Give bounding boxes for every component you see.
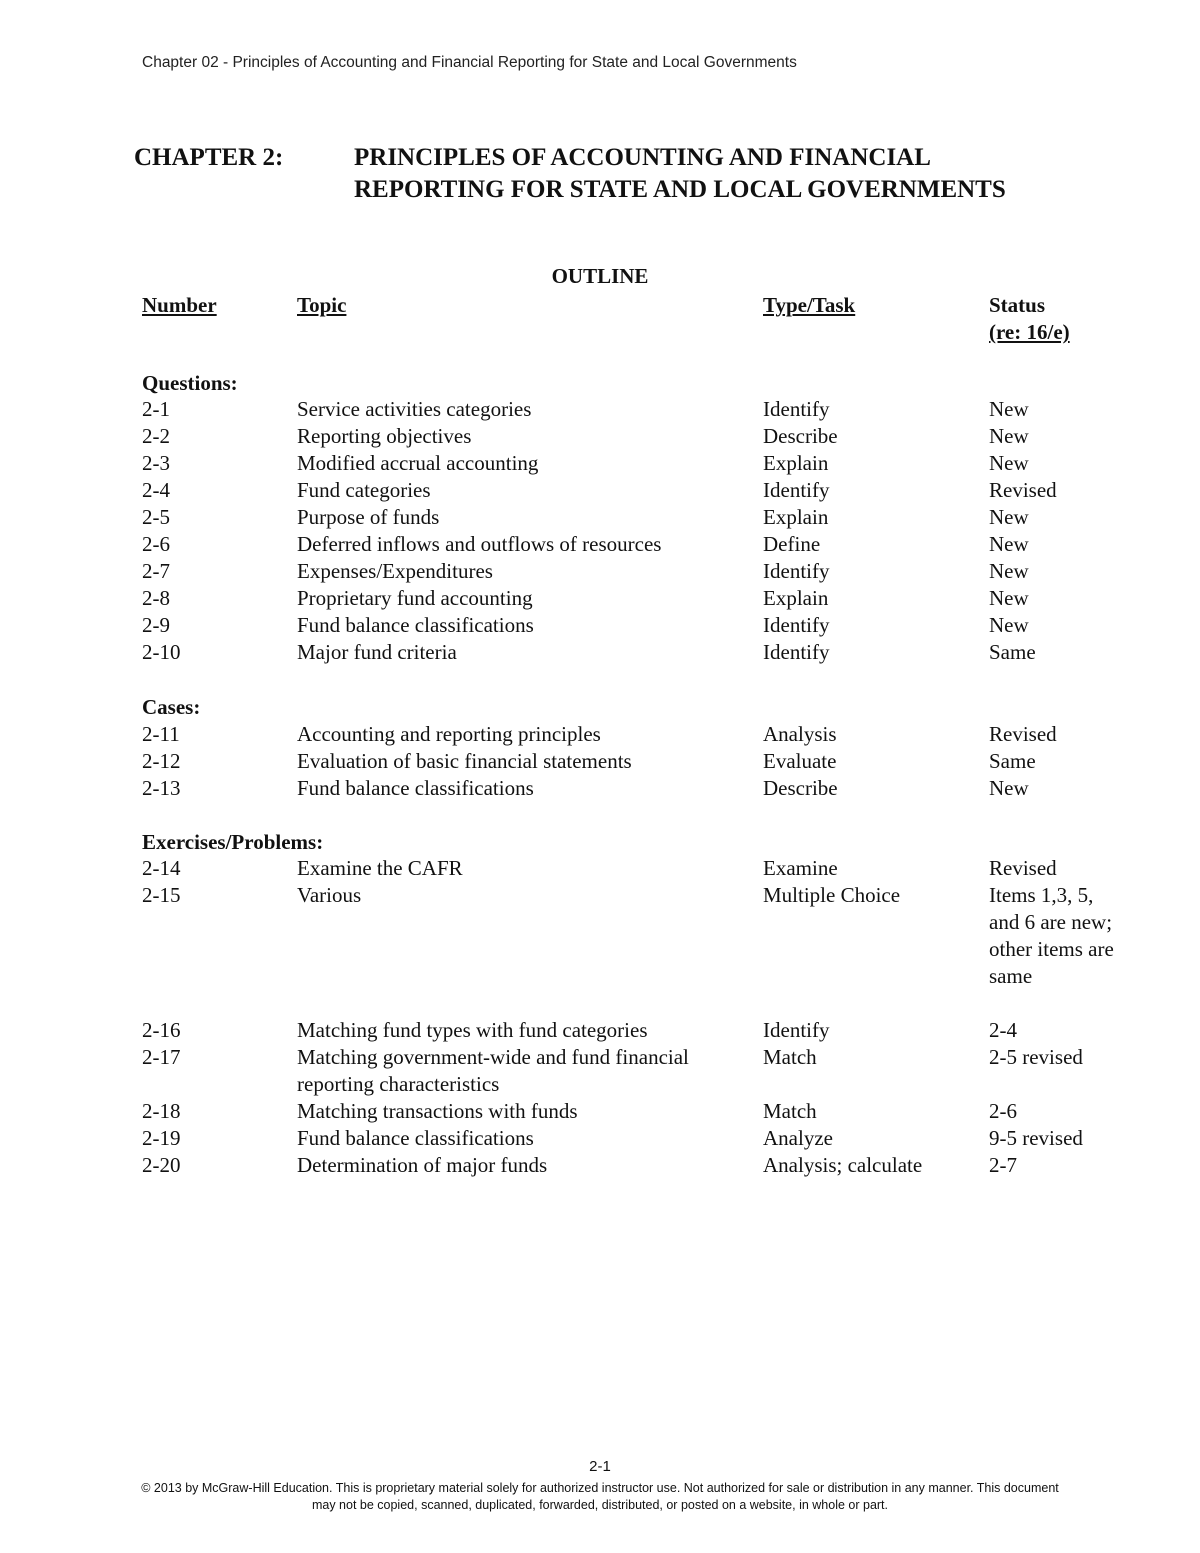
row-status: 2-4 [989, 1018, 1017, 1042]
row-topic: Accounting and reporting principles [297, 722, 601, 746]
section-title: Questions: [142, 371, 238, 395]
row-status: New [989, 559, 1029, 583]
row-status: New [989, 586, 1029, 610]
row-status: Items 1,3, 5, and 6 are new; other items are same [989, 883, 1114, 988]
row-type: Describe [763, 424, 838, 448]
row-type: Analyze [763, 1126, 833, 1150]
row-number: 2-17 [142, 1045, 181, 1069]
column-header-status: Status [989, 293, 1046, 317]
row-type: Identify [763, 559, 830, 583]
row-number: 2-4 [142, 478, 170, 502]
row-status: 2-6 [989, 1099, 1017, 1123]
row-topic: Various [297, 883, 362, 907]
row-topic: Modified accrual accounting [297, 451, 539, 475]
copyright-notice: © 2013 by McGraw-Hill Education. This is proprietary material solely for authorized instructor use. Not authorized for sale or distribution in any manner. This document may not be copied, scanned, duplicated, forwarded, distributed, or posted on a website, in whole or part. [141, 1481, 1059, 1512]
row-status: New [989, 505, 1029, 529]
row-type: Identify [763, 478, 830, 502]
row-number: 2-20 [142, 1153, 181, 1177]
row-topic: Fund balance classifications [297, 1126, 534, 1150]
row-status: 2-7 [989, 1153, 1017, 1177]
row-type: Identify [763, 640, 830, 664]
row-number: 2-9 [142, 613, 170, 637]
row-type: Identify [763, 397, 830, 421]
page-number: 2-1 [589, 1458, 611, 1475]
row-status: New [989, 613, 1029, 637]
row-type: Examine [763, 856, 838, 880]
row-number: 2-7 [142, 559, 170, 583]
row-topic: Expenses/Expenditures [297, 559, 493, 583]
row-number: 2-16 [142, 1018, 181, 1042]
row-status: 2-5 revised [989, 1045, 1083, 1069]
row-number: 2-6 [142, 532, 170, 556]
row-number: 2-8 [142, 586, 170, 610]
section-title: Exercises/Problems: [142, 830, 324, 854]
row-number: 2-3 [142, 451, 170, 475]
section-title: Cases: [142, 695, 201, 719]
row-status: 9-5 revised [989, 1126, 1083, 1150]
row-topic: Matching government-wide and fund financial reporting characteristics [297, 1045, 689, 1096]
row-topic: Deferred inflows and outflows of resources [297, 532, 662, 556]
row-status: New [989, 424, 1029, 448]
row-number: 2-15 [142, 883, 181, 907]
row-topic: Examine the CAFR [297, 856, 463, 880]
row-number: 2-19 [142, 1126, 181, 1150]
row-topic: Reporting objectives [297, 424, 472, 448]
row-type: Define [763, 532, 821, 556]
row-number: 2-12 [142, 749, 181, 773]
row-topic: Evaluation of basic financial statements [297, 749, 632, 773]
row-status: Same [989, 640, 1036, 664]
row-type: Match [763, 1045, 817, 1069]
running-header: Chapter 02 - Principles of Accounting and Financial Reporting for State and Local Governments [142, 54, 797, 71]
row-type: Evaluate [763, 749, 837, 773]
chapter-title-text: PRINCIPLES OF ACCOUNTING AND FINANCIAL REPORTING FOR STATE AND LOCAL GOVERNMENTS [354, 144, 1006, 203]
row-topic: Fund balance classifications [297, 613, 534, 637]
row-topic: Matching transactions with funds [297, 1099, 578, 1123]
column-header-type: Type/Task [763, 293, 856, 317]
row-number: 2-11 [142, 722, 180, 746]
row-status: New [989, 776, 1029, 800]
row-topic: Fund balance classifications [297, 776, 534, 800]
row-status: Same [989, 749, 1036, 773]
row-type: Identify [763, 1018, 830, 1042]
row-type: Match [763, 1099, 817, 1123]
column-header-status-sub: (re: 16/e) [989, 320, 1070, 344]
row-topic: Service activities categories [297, 397, 532, 421]
outline-heading: OUTLINE [551, 264, 649, 288]
row-status: New [989, 397, 1029, 421]
row-number: 2-14 [142, 856, 181, 880]
column-header-topic: Topic [297, 293, 347, 317]
row-topic: Fund categories [297, 478, 431, 502]
row-number: 2-18 [142, 1099, 181, 1123]
row-number: 2-5 [142, 505, 170, 529]
column-header-number: Number [142, 293, 217, 317]
chapter-label: CHAPTER 2: [134, 144, 284, 171]
row-number: 2-1 [142, 397, 170, 421]
row-topic: Purpose of funds [297, 505, 440, 529]
row-topic: Proprietary fund accounting [297, 586, 533, 610]
row-type: Explain [763, 451, 829, 475]
row-number: 2-10 [142, 640, 181, 664]
row-type: Explain [763, 505, 829, 529]
row-status: New [989, 451, 1029, 475]
row-status: Revised [989, 478, 1057, 502]
row-topic: Major fund criteria [297, 640, 457, 664]
row-type: Analysis [763, 722, 837, 746]
row-number: 2-2 [142, 424, 170, 448]
row-type: Identify [763, 613, 830, 637]
row-topic: Matching fund types with fund categories [297, 1018, 648, 1042]
row-type: Analysis; calculate [763, 1153, 923, 1177]
row-topic: Determination of major funds [297, 1153, 548, 1177]
row-status: Revised [989, 722, 1057, 746]
row-status: New [989, 532, 1029, 556]
row-number: 2-13 [142, 776, 181, 800]
row-status: Revised [989, 856, 1057, 880]
row-type: Multiple Choice [763, 883, 901, 907]
row-type: Describe [763, 776, 838, 800]
row-type: Explain [763, 586, 829, 610]
